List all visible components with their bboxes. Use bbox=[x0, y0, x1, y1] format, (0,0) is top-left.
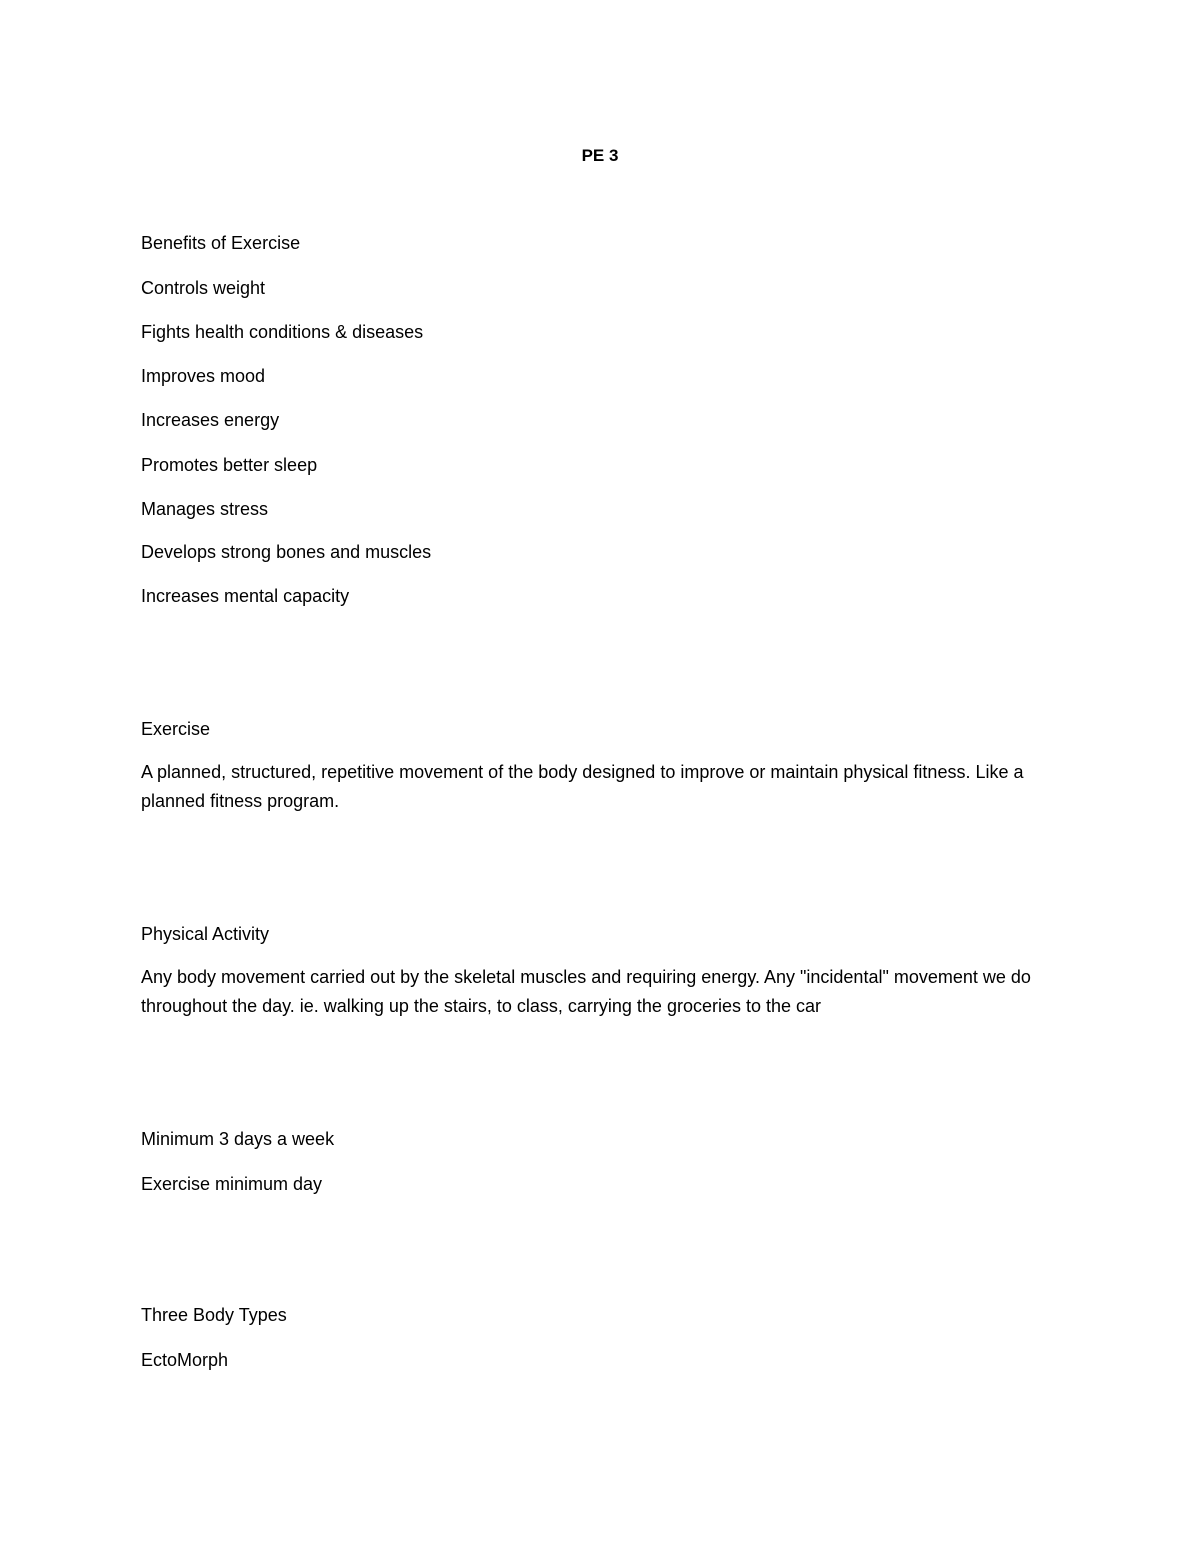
physical-activity-heading: Physical Activity bbox=[141, 924, 270, 944]
list-item: Improves mood bbox=[141, 366, 266, 386]
document-title: PE 3 bbox=[581, 146, 619, 165]
exercise-definition: A planned, structured, repetitive movement of the body designed to improve or maintain physical fitness. Like a planned fitness program. bbox=[141, 762, 1024, 811]
frequency-line: Exercise minimum day bbox=[141, 1174, 323, 1194]
physical-activity-definition: Any body movement carried out by the skeletal muscles and requiring energy. Any "incidental" movement we do throughout the day. ie. walking up the stairs, to class, carrying the groceries to the car bbox=[141, 967, 1031, 1016]
list-item: Controls weight bbox=[141, 278, 266, 298]
list-item: Fights health conditions & diseases bbox=[141, 322, 424, 342]
list-item: Increases energy bbox=[141, 410, 280, 430]
frequency-line: Minimum 3 days a week bbox=[141, 1129, 335, 1149]
list-item: Promotes better sleep bbox=[141, 455, 318, 475]
body-type-item: EctoMorph bbox=[141, 1350, 229, 1370]
list-item: Develops strong bones and muscles bbox=[141, 542, 432, 562]
list-item: Increases mental capacity bbox=[141, 586, 350, 606]
list-item: Manages stress bbox=[141, 499, 269, 519]
benefits-heading: Benefits of Exercise bbox=[141, 233, 301, 253]
exercise-heading: Exercise bbox=[141, 719, 211, 739]
body-types-heading: Three Body Types bbox=[141, 1305, 287, 1325]
